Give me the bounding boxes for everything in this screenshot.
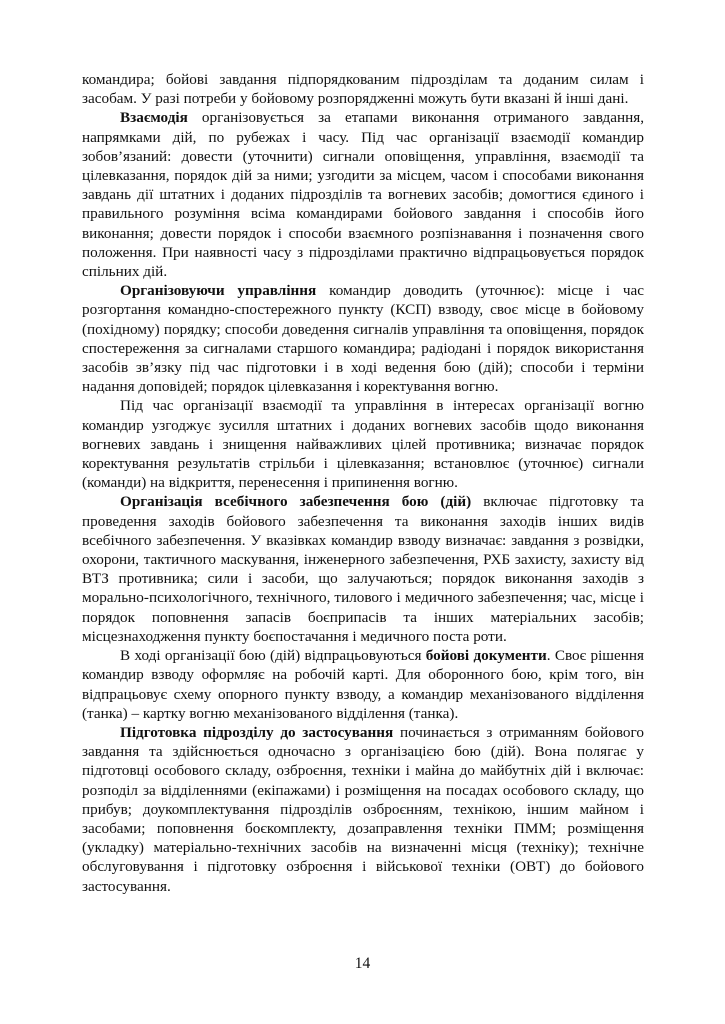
paragraph-heading: Організовуючи управління [120, 282, 317, 300]
paragraph-interaction [82, 108, 644, 281]
paragraph-text: включає підготовку та проведення заходів бойового забезпечення та виконання заходів інших видів всебічного забезпечення. У вказівках командир взводу визначає: завдання з розвідки, охорони, тактичного маскування, інженерного забезпечення, РХБ захисту, захисту від ВТЗ противника; сили і засоби, що залучаються; порядок виконання заходів з морально-психологічного, технічного, тилового і медичного забезпечення; час, місце і порядок поповнення запасів боєприпасів та інших матеріальних засобів; місцезнаходження пункту боєпостачання і медичного поста роти. [82, 493, 644, 645]
paragraph-support [82, 492, 644, 646]
paragraph-text: В ході організації бою (дій) відпрацьовуються [120, 647, 426, 665]
page-number: 14 [354, 955, 371, 972]
paragraph-combat-documents [82, 646, 644, 723]
paragraph-inline-bold: бойові документи [425, 647, 547, 665]
paragraph-heading: Підготовка підрозділу до застосування [120, 723, 394, 741]
paragraph-control [82, 281, 644, 396]
paragraph-unit-preparation [82, 723, 644, 896]
paragraph-text: починається з отриманням бойового завдання та здійснюється одночасно з організацією бою (дій). Вона полягає у підготовці особового складу, озброєння, техніки і майна до майбутніх дій і включає: розподіл за відділеннями (екіпажами) і розміщення на посадах особового складу, що прибув; доукомплектування підрозділів озброєнням, технікою, іншим майном і засобами; поповнення боєкомплекту, дозаправлення техніки ПММ; розміщення (укладку) матеріально-технічних засобів на визначенні місця (техніку); технічне обслуговування і підготовку озброєння і військової техніки (ОВТ) до бойового застосування. [82, 723, 644, 895]
paragraph-text: Під час організації взаємодії та управління в інтересах організації вогню командир узгоджує зусилля штатних і доданих вогневих засобів щодо виконання вогневих завдань і знищення найважливих цілей противника; визначає порядок коректування результатів стрільби і цілевказання; встановлює (уточнює) сигнали (команди) на відкриття, перенесення і припинення вогню. [82, 397, 644, 492]
paragraph-heading: Організація всебічного забезпечення бою (дій) [120, 493, 472, 511]
paragraph-continuation [82, 70, 644, 108]
paragraph-text-after: . Своє рішення командир взводу оформляє на робочій карті. Для оборонного бою, крім того, він відпрацьовує схему опорного пункту взводу, а командир механізованого відділення (танка) – картку вогню механізованого відділення (танка). [82, 647, 644, 722]
page-body [82, 70, 644, 896]
paragraph-text: командира; бойові завдання підпорядкованим підрозділам та доданим силам і засобам. У разі потреби у бойовому розпорядженні можуть бути вказані й інші дані. [82, 71, 644, 108]
paragraph-fire-organization [82, 396, 644, 492]
paragraph-text: організовується за етапами виконання отриманого завдання, напрямками дій, по рубежах і часу. Під час організації взаємодії командир зобов’язаний: довести (уточнити) сигнали оповіщення, управління, взаємодії та цілевказання, порядок дій за ними; узгодити за місцем, часом і способами виконання завдань дії штатних і доданих підрозділів та вогневих засобів; домогтися єдиного і правильного розуміння всіма командирами бойового завдання і способів його виконання; довести порядок і способи взаємного розпізнавання і позначення свого положення. При наявності часу з підрозділами практично відпрацьовується порядок спільних дій. [82, 109, 644, 281]
paragraph-text: командир доводить (уточнює): місце і час розгортання командно-спостережного пункту (КСП) взводу, своє місце в бойовому (похідному) порядку; способи доведення сигналів управління та оповіщення, порядок спостереження за сигналами старшого командира; радіодані і порядок використання засобів зв’язку під час підготовки і в ході ведення бою (дій); способи і терміни надання доповідей; порядок цілевказання і коректування вогню. [82, 282, 644, 396]
paragraph-heading: Взаємодія [120, 109, 188, 127]
